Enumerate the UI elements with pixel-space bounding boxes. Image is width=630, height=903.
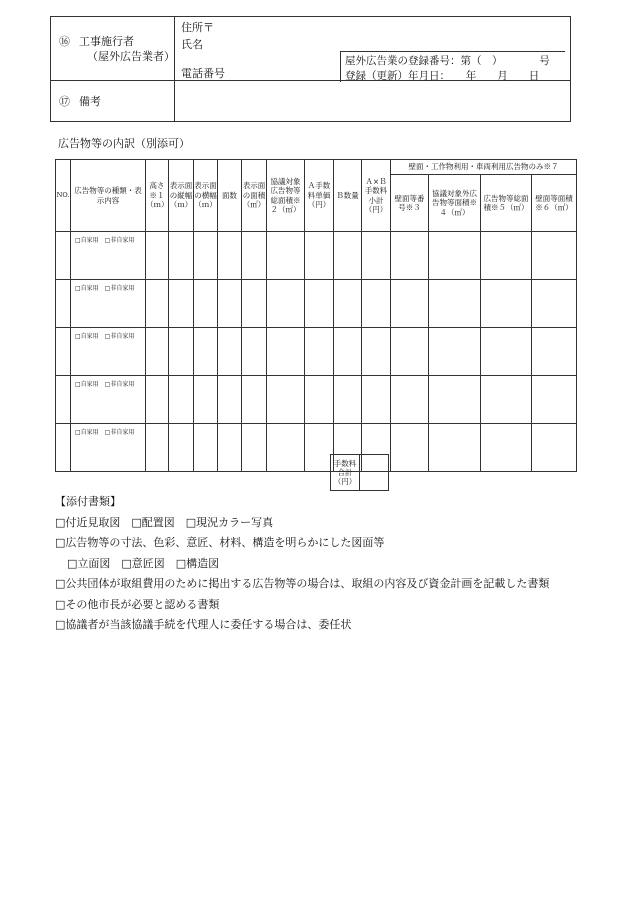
contractor-label-line2: （屋外広告業者）: [87, 49, 175, 63]
phone-label: 電話番号: [181, 67, 225, 80]
contractor-details: [175, 17, 571, 81]
header-ad-total-area: 広告物等総面積※５（㎡）: [481, 175, 532, 232]
attachment-line[interactable]: □付近見取図 □配置図 □現況カラー写真: [55, 515, 274, 529]
use-type-checkbox[interactable]: □自家用 □非自家用: [71, 424, 146, 472]
attachment-line[interactable]: □その他市長が必要と認める書類: [55, 597, 220, 611]
attachments: [55, 492, 549, 636]
registration-box: [340, 51, 565, 82]
table-row: [56, 232, 577, 280]
use-type-checkbox[interactable]: □自家用 □非自家用: [71, 328, 146, 376]
header-wall-group: 壁面・工作物利用・車両利用広告物のみ※７: [391, 160, 577, 175]
table-row: [56, 424, 577, 472]
header-total-area: 協議対象広告物等総面積※２（㎡）: [267, 160, 305, 232]
breakdown-title: 広告物等の内訳（別添可）: [58, 137, 190, 150]
attachment-line[interactable]: □広告物等の寸法、色彩、意匠、材料、構造を明らかにした図面等: [55, 536, 385, 549]
contractor-label-line1: 工事施行者: [79, 34, 134, 48]
use-type-checkbox[interactable]: □自家用 □非自家用: [71, 376, 146, 424]
registration-number-label: 屋外広告業の登録番号：第（ ） 号: [345, 55, 550, 67]
use-type-checkbox[interactable]: □自家用 □非自家用: [71, 232, 146, 280]
table-row: [56, 280, 577, 328]
header-faces: 面数: [218, 160, 242, 232]
name-label: 氏名: [181, 38, 203, 51]
remarks-field[interactable]: [175, 81, 571, 122]
header-vertical: 表示面の縦幅（ｍ）: [169, 160, 194, 232]
attachments-title: 【添付書類】: [55, 495, 121, 508]
applicant-block: [50, 16, 570, 121]
contractor-label: [51, 17, 175, 81]
item-number-16: ⑯: [59, 34, 70, 48]
address-label: 住所〒: [181, 21, 214, 34]
header-excluded-area: 協議対象外広告物等面積※４（㎡）: [429, 175, 481, 232]
remarks-label: [51, 81, 175, 122]
header-horizontal: 表示面の横幅（ｍ）: [194, 160, 218, 232]
header-type: 広告物等の種類・表示内容: [71, 160, 146, 232]
fee-total-box: [330, 454, 389, 491]
header-no: NO.: [56, 160, 71, 232]
header-height: 高さ※１（ｍ）: [146, 160, 169, 232]
header-subtotal: Ａ×Ｂ手数料小計（円）: [362, 160, 391, 232]
fee-total-label: 手数料合計（円）: [331, 455, 360, 491]
remarks-label-text: 備考: [79, 94, 101, 108]
use-type-checkbox[interactable]: □自家用 □非自家用: [71, 280, 146, 328]
fee-total-field[interactable]: [360, 455, 389, 491]
attachment-line[interactable]: □協議者が当該協議手続を代理人に委任する場合は、委任状: [55, 618, 352, 631]
table-row: [56, 376, 577, 424]
header-unit-fee: Ａ手数料単価（円）: [305, 160, 334, 232]
header-area: 表示面の面積（㎡）: [242, 160, 267, 232]
breakdown-table: [55, 159, 577, 472]
registration-date-label: 登録（更新）年月日： 年 月 日: [345, 70, 540, 82]
header-quantity: Ｂ数量: [334, 160, 362, 232]
attachment-line[interactable]: □公共団体が取組費用のために掲出する広告物等の場合は、取組の内容及び資金計画を記載した書類: [55, 577, 550, 590]
attachment-line[interactable]: □立面図 □意匠図 □構造図: [67, 556, 220, 570]
header-wall-area: 壁面等面積※６（㎡）: [532, 175, 577, 232]
item-number-17: ⑰: [59, 94, 70, 108]
table-row: [56, 328, 577, 376]
header-wall-number: 壁面等番号※３: [391, 175, 429, 232]
